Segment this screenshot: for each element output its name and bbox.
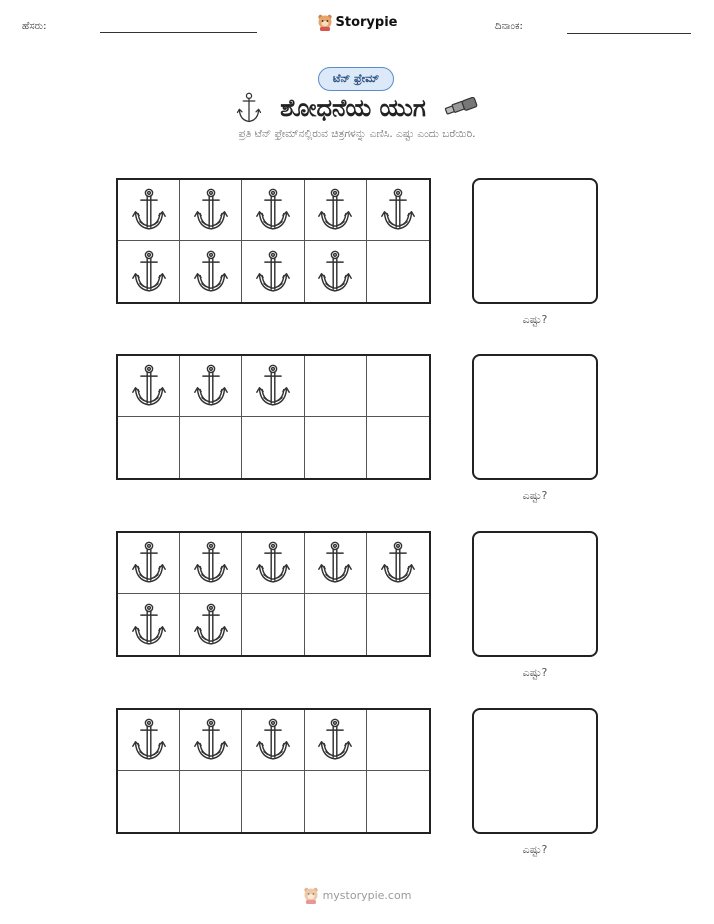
anchor-icon bbox=[255, 249, 291, 295]
anchor-icon bbox=[193, 717, 229, 763]
date-label: ದಿನಾಂಕ: bbox=[495, 21, 523, 32]
frame-cell bbox=[367, 710, 429, 771]
frame-cell bbox=[242, 356, 304, 417]
page-title: ಶೋಧನೆಯ ಯುಗ bbox=[280, 94, 426, 122]
spyglass-icon bbox=[444, 97, 478, 119]
frame-cell bbox=[305, 417, 367, 478]
anchor-icon bbox=[255, 363, 291, 409]
anchor-icon bbox=[255, 540, 291, 586]
anchor-icon bbox=[193, 187, 229, 233]
anchor-icon bbox=[193, 249, 229, 295]
anchor-icon bbox=[193, 363, 229, 409]
anchor-icon bbox=[131, 540, 167, 586]
frame-cell bbox=[367, 417, 429, 478]
date-write-line[interactable] bbox=[567, 33, 691, 34]
anchor-icon bbox=[317, 187, 353, 233]
frame-cell bbox=[180, 356, 242, 417]
brand-name: Storypie bbox=[335, 14, 398, 30]
anchor-icon bbox=[193, 540, 229, 586]
frame-cell bbox=[367, 771, 429, 832]
anchor-icon bbox=[317, 540, 353, 586]
frame-cell bbox=[242, 710, 304, 771]
ten-frame-1 bbox=[116, 178, 431, 304]
frame-cell bbox=[118, 356, 180, 417]
anchor-icon bbox=[255, 717, 291, 763]
anchor-icon bbox=[236, 92, 262, 124]
frame-cell bbox=[305, 533, 367, 594]
frame-cell bbox=[180, 594, 242, 655]
anchor-icon bbox=[255, 187, 291, 233]
anchor-icon bbox=[131, 249, 167, 295]
frame-cell bbox=[118, 594, 180, 655]
anchor-icon bbox=[317, 717, 353, 763]
answer-prompt-2: ಎಷ್ಟು? bbox=[522, 489, 548, 502]
instructions: ಪ್ರತಿ ಟೆನ್ ಫ್ರೇಮ್‌ನಲ್ಲಿರುವ ಚಿತ್ರಗಳನ್ನು ಎಣಿಸಿ. ಎಷ್ಟು ಎಂದು ಬರೆಯಿರಿ. bbox=[238, 128, 476, 140]
frame-cell bbox=[242, 533, 304, 594]
name-write-line[interactable] bbox=[100, 32, 257, 33]
answer-box-4[interactable] bbox=[472, 708, 598, 834]
frame-cell bbox=[180, 710, 242, 771]
page-title-row bbox=[0, 90, 714, 126]
frame-cell bbox=[242, 594, 304, 655]
ten-frame-3 bbox=[116, 531, 431, 657]
anchor-icon bbox=[193, 602, 229, 648]
frame-cell bbox=[118, 417, 180, 478]
frame-cell bbox=[305, 710, 367, 771]
frame-cell bbox=[180, 241, 242, 302]
brand-logo bbox=[0, 13, 714, 31]
anchor-icon bbox=[380, 187, 416, 233]
ten-frame-4 bbox=[116, 708, 431, 834]
answer-box-3[interactable] bbox=[472, 531, 598, 657]
anchor-icon bbox=[131, 717, 167, 763]
frame-cell bbox=[305, 241, 367, 302]
frame-cell bbox=[118, 771, 180, 832]
answer-prompt-4: ಎಷ್ಟು? bbox=[522, 843, 548, 856]
frame-cell bbox=[242, 241, 304, 302]
frame-cell bbox=[367, 180, 429, 241]
frame-cell bbox=[118, 533, 180, 594]
frame-cell bbox=[305, 180, 367, 241]
frame-cell bbox=[242, 180, 304, 241]
anchor-icon bbox=[131, 602, 167, 648]
ten-frame-2 bbox=[116, 354, 431, 480]
footer-url: mystorypie.com bbox=[322, 888, 412, 902]
frame-cell bbox=[305, 771, 367, 832]
frame-cell bbox=[242, 417, 304, 478]
frame-cell bbox=[180, 533, 242, 594]
frame-cell bbox=[180, 180, 242, 241]
frame-cell bbox=[118, 710, 180, 771]
footer bbox=[0, 885, 714, 905]
frame-cell bbox=[180, 771, 242, 832]
name-label: ಹೆಸರು: bbox=[22, 21, 47, 32]
anchor-icon bbox=[131, 363, 167, 409]
frame-cell bbox=[305, 594, 367, 655]
frame-cell bbox=[242, 771, 304, 832]
frame-cell bbox=[367, 594, 429, 655]
anchor-icon bbox=[380, 540, 416, 586]
answer-box-1[interactable] bbox=[472, 178, 598, 304]
answer-prompt-3: ಎಷ್ಟು? bbox=[522, 666, 548, 679]
frame-cell bbox=[305, 356, 367, 417]
storypie-mascot-icon bbox=[303, 886, 319, 904]
frame-cell bbox=[367, 241, 429, 302]
frame-cell bbox=[118, 241, 180, 302]
frame-cell bbox=[118, 180, 180, 241]
storypie-mascot-icon bbox=[317, 13, 333, 31]
frame-cell bbox=[180, 417, 242, 478]
worksheet-type-badge: ಟೆನ್ ಫ್ರೇಮ್ bbox=[318, 67, 394, 91]
anchor-icon bbox=[317, 249, 353, 295]
answer-box-2[interactable] bbox=[472, 354, 598, 480]
anchor-icon bbox=[131, 187, 167, 233]
frame-cell bbox=[367, 533, 429, 594]
answer-prompt-1: ಎಷ್ಟು? bbox=[522, 313, 548, 326]
frame-cell bbox=[367, 356, 429, 417]
